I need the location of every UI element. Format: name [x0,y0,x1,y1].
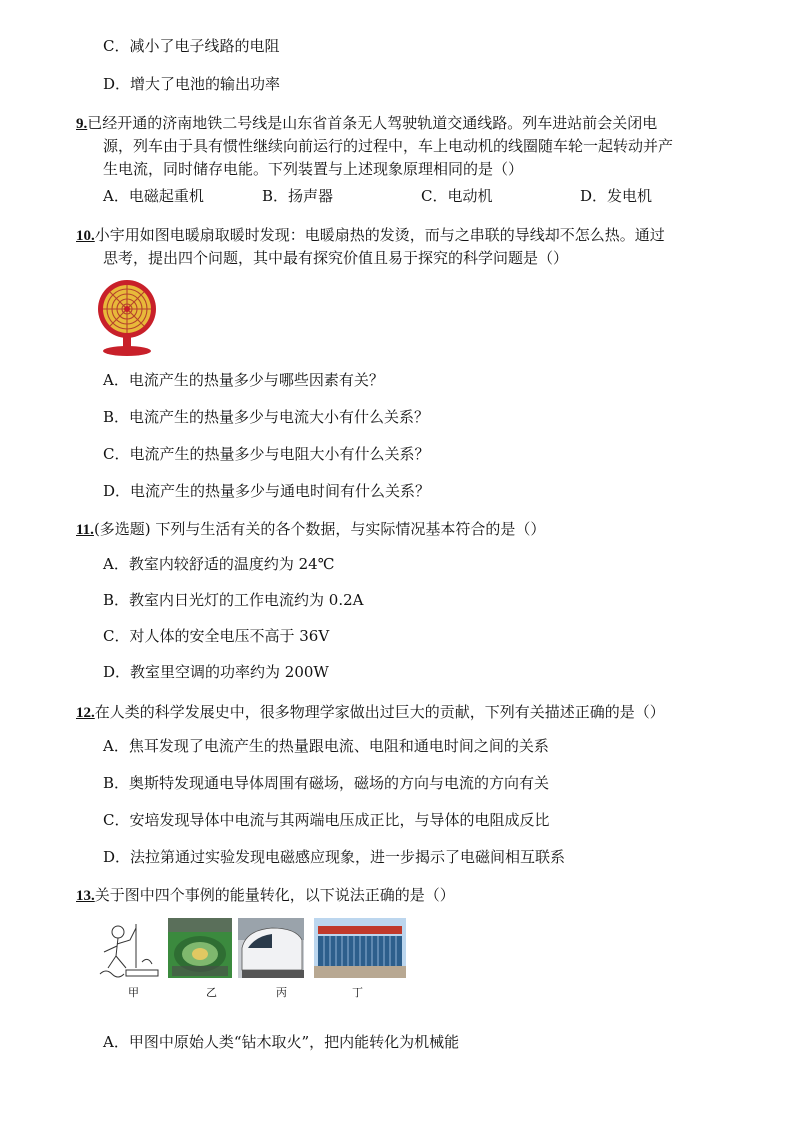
q11-option-a: A．教室内较舒适的温度约为 24℃ [103,555,335,573]
panel-ding-solar-heater [314,918,406,978]
q10-stem-line-2: 思考，提出四个问题，其中最有探究价值且易于探究的科学问题是（） [103,249,569,267]
q9-option-b: B．扬声器 [262,187,334,205]
q9-option-c: C．电动机 [421,187,493,205]
q8-option-c: C．减小了电子线路的电阻 [103,37,280,55]
q9-option-a: A．电磁起重机 [103,187,204,205]
q11-number: 11. [76,522,94,538]
q10-option-a: A．电流产生的热量多少与哪些因素有关？ [103,371,384,389]
q12-option-a: A．焦耳发现了电流产生的热量跟电流、电阻和通电时间之间的关系 [103,737,549,755]
q12-number: 12. [76,705,95,721]
panel-bing-maglev-train [238,918,304,978]
q11-option-c: C．对人体的安全电压不高于 36V [103,627,330,645]
q12-option-b: B．奥斯特发现通电导体周围有磁场，磁场的方向与电流的方向有关 [103,774,550,792]
energy-conversion-figure [96,918,408,984]
caption-bing: 丙 [276,986,287,999]
q9-stem-line-2: 源，列车由于具有惯性继续向前运行的过程中，车上电动机的线圈随车轮一起转动并产 [103,137,674,155]
caption-jia: 甲 [128,986,139,999]
caption-ding: 丁 [352,986,363,999]
q9-stem-line-1: 9.已经开通的济南地铁二号线是山东省首条无人驾驶轨道交通线路。列车进站前会关闭电 [76,114,658,132]
q10-number: 10. [76,228,95,244]
electric-heater-figure [96,278,158,358]
q12-option-c: C．安培发现导体中电流与其两端电压成正比，与导体的电阻成反比 [103,811,550,829]
panel-yi-generator [168,918,232,978]
q10-option-d: D．电流产生的热量多少与通电时间有什么关系？ [103,482,431,500]
q10-option-b: B．电流产生的热量多少与电流大小有什么关系？ [103,408,430,426]
panel-jia-fire-drilling [100,924,158,977]
q8-option-d: D．增大了电池的输出功率 [103,75,281,93]
q9-number: 9. [76,116,88,132]
q10-option-c: C．电流产生的热量多少与电阻大小有什么关系？ [103,445,430,463]
q12-option-d: D．法拉第通过实验发现电磁感应现象，进一步揭示了电磁间相互联系 [103,848,566,866]
q10-stem-line-1: 10.小宇用如图电暖扇取暖时发现：电暖扇热的发烫，而与之串联的导线却不怎么热。通过 [76,226,665,244]
q11-option-b: B．教室内日光灯的工作电流约为 0.2A [103,591,364,609]
q13-stem-line-1: 13.关于图中四个事例的能量转化，以下说法正确的是（） [76,886,455,904]
q11-option-d: D．教室里空调的功率约为 200W [103,663,329,681]
q12-stem-line-1: 12.在人类的科学发展史中，很多物理学家做出过巨大的贡献，下列有关描述正确的是（） [76,703,665,721]
q9-stem-line-3: 生电流，同时储存电能。下列装置与上述现象原理相同的是（） [103,160,524,178]
q9-option-d: D．发电机 [580,187,653,205]
caption-yi: 乙 [206,986,217,999]
q13-number: 13. [76,888,95,904]
q11-stem-line-1: 11.(多选题) 下列与生活有关的各个数据，与实际情况基本符合的是（） [76,520,546,538]
q13-option-a: A．甲图中原始人类“钻木取火”，把内能转化为机械能 [103,1033,460,1051]
